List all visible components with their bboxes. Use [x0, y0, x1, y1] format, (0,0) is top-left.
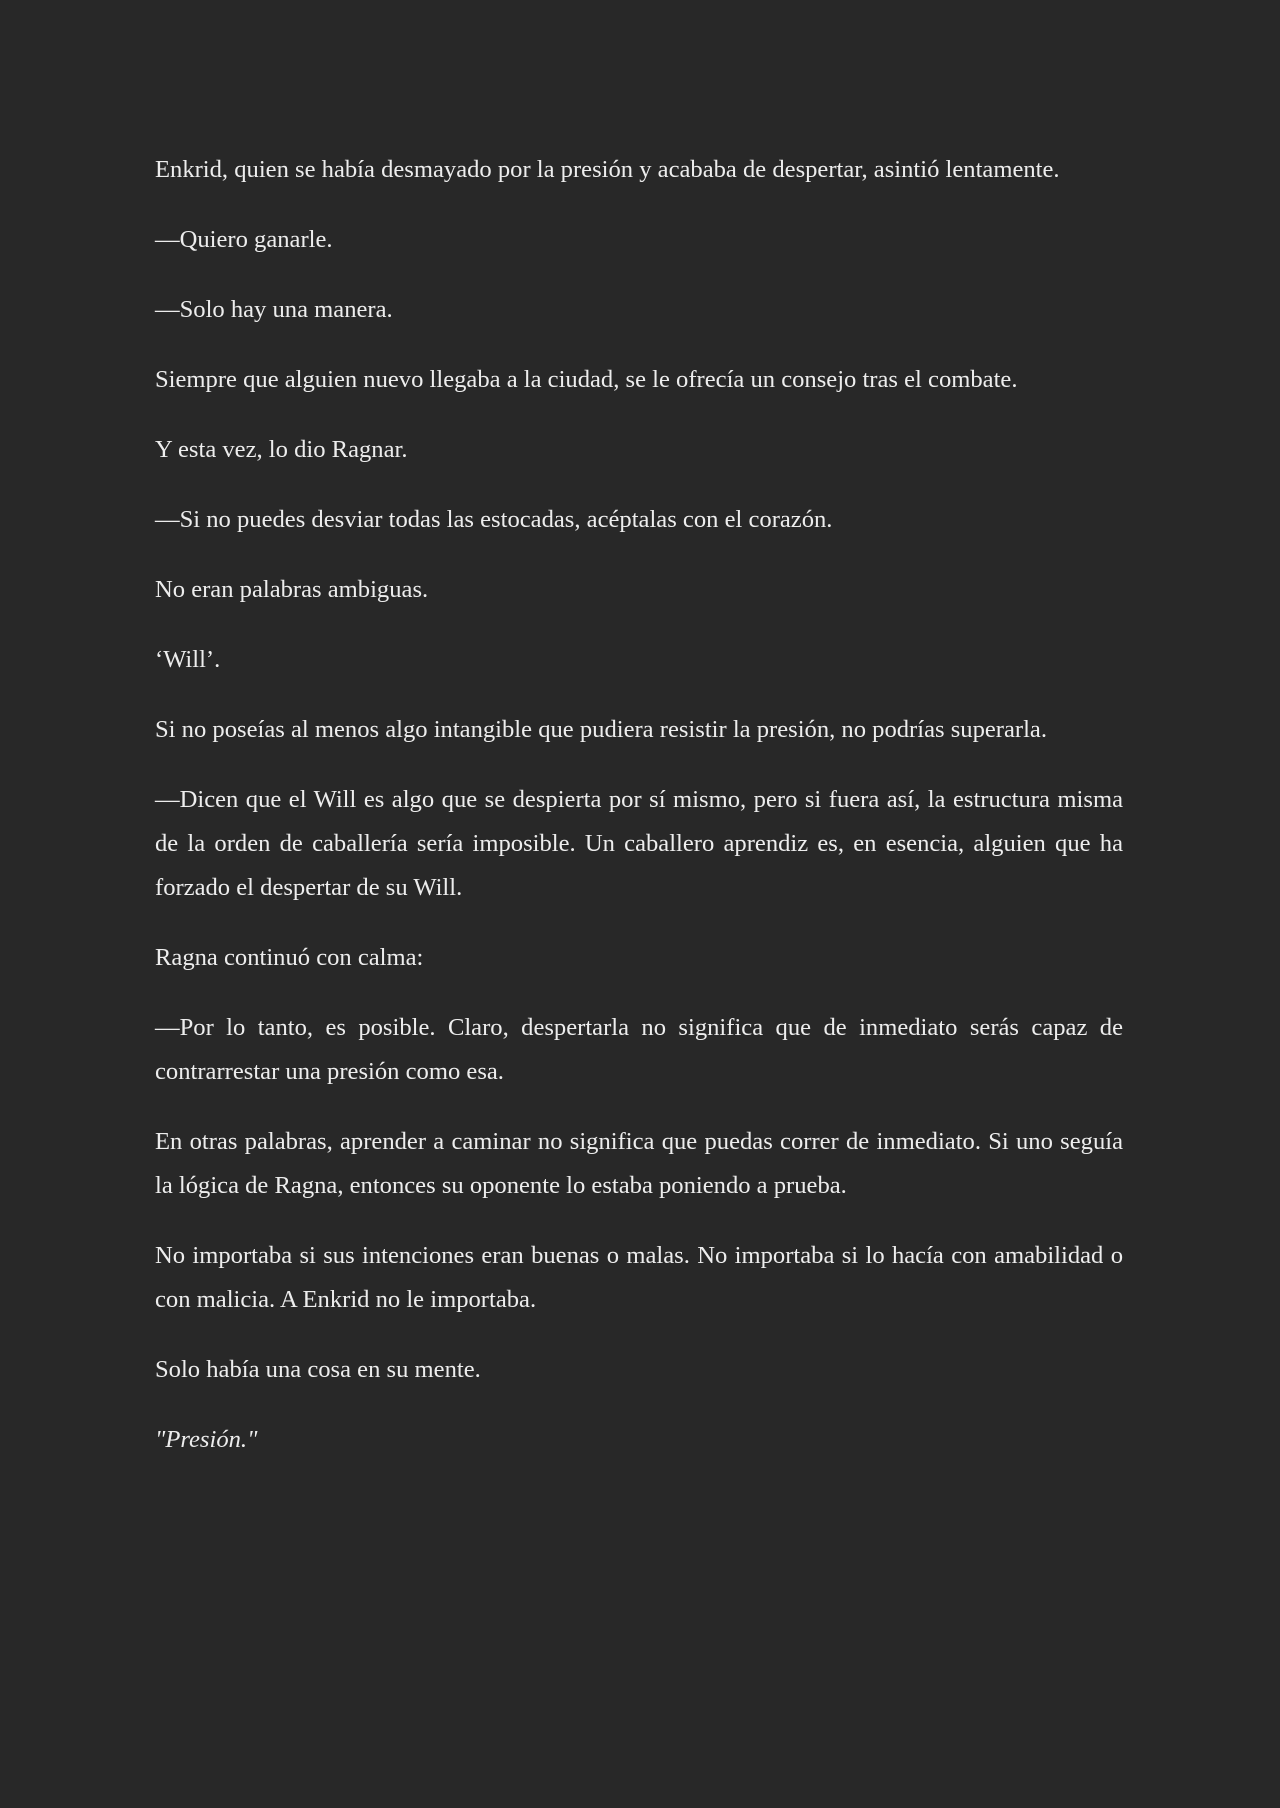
- document-body: [155, 148, 1123, 1488]
- paragraph: —Solo hay una manera.: [155, 296, 393, 323]
- paragraph: Enkrid, quien se había desmayado por la presión y acababa de despertar, asintió lentamente.: [155, 156, 1060, 183]
- paragraph: Si no poseías al menos algo intangible que pudiera resistir la presión, no podrías superarla.: [155, 716, 1047, 743]
- paragraph: Solo había una cosa en su mente.: [155, 1356, 481, 1383]
- paragraph: En otras palabras, aprender a caminar no significa que puedas correr de inmediato. Si uno seguía la lógica de Ragna, entonces su oponente lo estaba poniendo a prueba.: [155, 1128, 1123, 1199]
- paragraph: Y esta vez, lo dio Ragnar.: [155, 436, 408, 463]
- paragraph: ‘Will’.: [155, 646, 221, 673]
- paragraph: No importaba si sus intenciones eran buenas o malas. No importaba si lo hacía con amabilidad o con malicia. A Enkrid no le importaba.: [155, 1242, 1123, 1313]
- paragraph: —Dicen que el Will es algo que se despierta por sí mismo, pero si fuera así, la estructura misma de la orden de caballería sería imposible. Un caballero aprendiz es, en esencia, alguien que ha forzado el despertar de su Will.: [155, 786, 1123, 901]
- paragraph: —Por lo tanto, es posible. Claro, despertarla no significa que de inmediato serás capaz de contrarrestar una presión como esa.: [155, 1014, 1123, 1085]
- paragraph: —Quiero ganarle.: [155, 226, 333, 253]
- paragraph: Ragna continuó con calma:: [155, 944, 424, 971]
- paragraph: —Si no puedes desviar todas las estocadas, acéptalas con el corazón.: [155, 506, 833, 533]
- italic-thought-paragraph: "Presión.": [155, 1426, 258, 1453]
- paragraph: Siempre que alguien nuevo llegaba a la ciudad, se le ofrecía un consejo tras el combate.: [155, 366, 1018, 393]
- paragraph: No eran palabras ambiguas.: [155, 576, 429, 603]
